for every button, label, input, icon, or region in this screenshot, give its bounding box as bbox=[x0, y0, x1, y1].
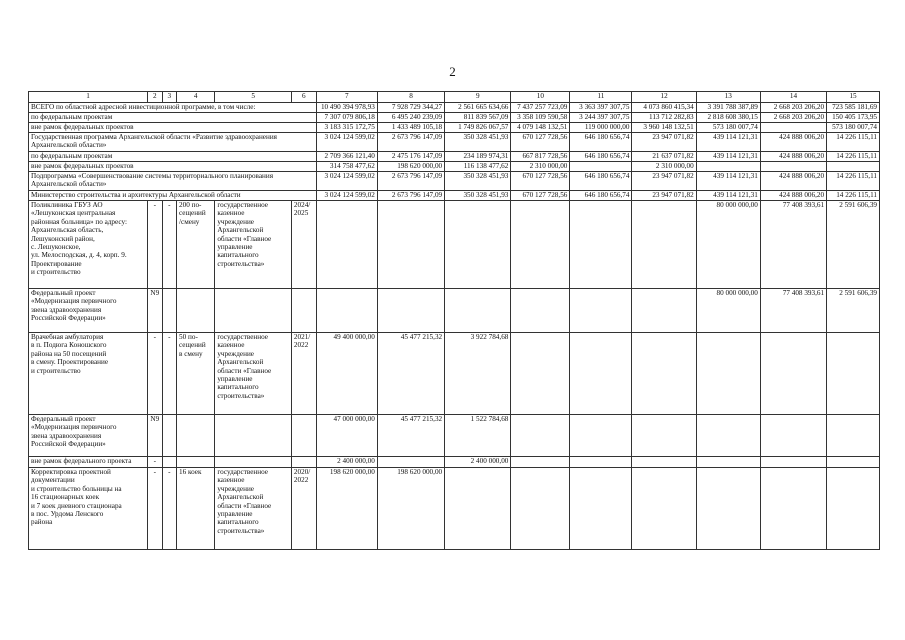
object-c6: 2020/ 2022 bbox=[291, 468, 316, 550]
amount-cell: 2 475 176 147,09 bbox=[377, 152, 444, 162]
amount-cell: 439 114 121,31 bbox=[696, 152, 760, 162]
row-label: по федеральным проектам bbox=[29, 113, 317, 123]
amount-cell: 1 433 489 105,18 bbox=[377, 123, 444, 133]
amount-cell: 439 114 121,31 bbox=[696, 191, 760, 201]
amount-cell: 3 960 148 132,51 bbox=[632, 123, 696, 133]
amount-cell: 723 585 181,69 bbox=[827, 103, 880, 113]
amount-cell: 7 928 729 344,27 bbox=[377, 103, 444, 113]
object-c2: - bbox=[148, 468, 162, 550]
amount-cell bbox=[696, 415, 760, 457]
object-c5 bbox=[215, 457, 292, 468]
object-c4 bbox=[177, 415, 215, 457]
row-label: Министерство строительства и архитектуры Архангельской области bbox=[29, 191, 317, 201]
amount-cell: 7 307 079 806,18 bbox=[316, 113, 377, 123]
column-number: 11 bbox=[570, 92, 632, 103]
object-c2: N9 bbox=[148, 415, 162, 457]
amount-cell: 3 358 109 590,58 bbox=[511, 113, 570, 123]
amount-cell: 314 758 477,62 bbox=[316, 162, 377, 172]
summary-row bbox=[29, 113, 880, 123]
amount-cell: 2 400 000,00 bbox=[445, 457, 511, 468]
amount-cell bbox=[445, 201, 511, 289]
summary-row bbox=[29, 133, 880, 152]
amount-cell bbox=[316, 289, 377, 333]
object-c3 bbox=[162, 415, 176, 457]
object-c3: - bbox=[162, 201, 176, 289]
column-number: 8 bbox=[377, 92, 444, 103]
column-number: 10 bbox=[511, 92, 570, 103]
amount-cell: 670 127 728,56 bbox=[511, 172, 570, 191]
amount-cell bbox=[511, 333, 570, 415]
column-number: 6 bbox=[291, 92, 316, 103]
row-label: Подпрограмма «Совершенствование системы территориального планирования Архангельской области» bbox=[29, 172, 317, 191]
amount-cell: 7 437 257 723,09 bbox=[511, 103, 570, 113]
object-c1: Корректировка проектной документации и строительство больницы на 16 стационарных коек и 7 коек дневного стационара в пос. Урдома Ленского района bbox=[29, 468, 148, 550]
amount-cell: 45 477 215,32 bbox=[377, 415, 444, 457]
amount-cell: 424 888 006,20 bbox=[760, 133, 826, 152]
amount-cell bbox=[570, 468, 632, 550]
investment-program-table bbox=[28, 91, 880, 550]
amount-cell bbox=[511, 289, 570, 333]
amount-cell: 23 947 071,82 bbox=[632, 133, 696, 152]
amount-cell: 234 189 974,31 bbox=[445, 152, 511, 162]
amount-cell: 14 226 115,11 bbox=[827, 191, 880, 201]
object-row bbox=[29, 333, 880, 415]
amount-cell bbox=[760, 162, 826, 172]
amount-cell: 3 024 124 599,02 bbox=[316, 191, 377, 201]
amount-cell bbox=[570, 415, 632, 457]
summary-row bbox=[29, 103, 880, 113]
column-number: 7 bbox=[316, 92, 377, 103]
amount-cell: 3 024 124 599,02 bbox=[316, 133, 377, 152]
amount-cell bbox=[377, 201, 444, 289]
amount-cell: 10 490 394 978,93 bbox=[316, 103, 377, 113]
amount-cell: 439 114 121,31 bbox=[696, 172, 760, 191]
amount-cell bbox=[632, 201, 696, 289]
object-c3: - bbox=[162, 468, 176, 550]
object-c5 bbox=[215, 289, 292, 333]
amount-cell bbox=[570, 333, 632, 415]
object-c5: государственное казенное учреждение Архангельской области «Главное управление капитального строительства» bbox=[215, 201, 292, 289]
amount-cell: 3 363 397 307,75 bbox=[570, 103, 632, 113]
object-c1: вне рамок федерального проекта bbox=[29, 457, 148, 468]
object-c4: 200 по- сещений /смену bbox=[177, 201, 215, 289]
amount-cell bbox=[760, 415, 826, 457]
amount-cell: 77 408 393,61 bbox=[760, 201, 826, 289]
amount-cell: 670 127 728,56 bbox=[511, 133, 570, 152]
object-c1: Врачебная амбулатория в п. Подюга Коношского района на 50 посещений в смену. Проектирование и строительство bbox=[29, 333, 148, 415]
object-row bbox=[29, 201, 880, 289]
column-number: 1 bbox=[29, 92, 148, 103]
amount-cell: 80 000 000,00 bbox=[696, 289, 760, 333]
column-number: 3 bbox=[162, 92, 176, 103]
object-c6: 2021/ 2022 bbox=[291, 333, 316, 415]
amount-cell bbox=[632, 468, 696, 550]
amount-cell: 14 226 115,11 bbox=[827, 172, 880, 191]
column-number: 4 bbox=[177, 92, 215, 103]
amount-cell: 424 888 006,20 bbox=[760, 191, 826, 201]
amount-cell: 21 637 071,82 bbox=[632, 152, 696, 162]
amount-cell bbox=[632, 457, 696, 468]
amount-cell: 3 024 124 599,02 bbox=[316, 172, 377, 191]
amount-cell bbox=[696, 468, 760, 550]
amount-cell bbox=[570, 201, 632, 289]
amount-cell: 573 180 007,74 bbox=[696, 123, 760, 133]
amount-cell bbox=[377, 457, 444, 468]
amount-cell bbox=[511, 415, 570, 457]
amount-cell: 2 668 203 206,20 bbox=[760, 103, 826, 113]
amount-cell bbox=[570, 162, 632, 172]
amount-cell bbox=[632, 415, 696, 457]
object-c5: государственное казенное учреждение Архангельской области «Главное управление капитального строительства» bbox=[215, 333, 292, 415]
amount-cell: 439 114 121,31 bbox=[696, 133, 760, 152]
amount-cell: 2 400 000,00 bbox=[316, 457, 377, 468]
amount-cell: 350 328 451,93 bbox=[445, 172, 511, 191]
amount-cell bbox=[760, 333, 826, 415]
amount-cell: 3 183 315 172,75 bbox=[316, 123, 377, 133]
object-c2: - bbox=[148, 333, 162, 415]
object-c2: - bbox=[148, 201, 162, 289]
amount-cell: 3 244 397 307,75 bbox=[570, 113, 632, 123]
column-number: 13 bbox=[696, 92, 760, 103]
row-label: вне рамок федеральных проектов bbox=[29, 123, 317, 133]
amount-cell: 150 405 173,95 bbox=[827, 113, 880, 123]
object-c1: Поликлиника ГБУЗ АО «Лешуконская центральная районная больница» по адресу: Архангельская область, Лешуконский район, с. Лешуконское, ул. Мелосподская, д. 4, корп. 9. Проектирование и строительство bbox=[29, 201, 148, 289]
object-row bbox=[29, 289, 880, 333]
amount-cell: 424 888 006,20 bbox=[760, 152, 826, 162]
object-c6 bbox=[291, 289, 316, 333]
object-c5: государственное казенное учреждение Архангельской области «Главное управление капитального строительства» bbox=[215, 468, 292, 550]
column-number: 14 bbox=[760, 92, 826, 103]
object-c3: - bbox=[162, 333, 176, 415]
object-c3 bbox=[162, 289, 176, 333]
amount-cell: 23 947 071,82 bbox=[632, 191, 696, 201]
amount-cell: 116 138 477,62 bbox=[445, 162, 511, 172]
amount-cell: 2 709 366 121,40 bbox=[316, 152, 377, 162]
object-c4: 50 по- сещений в смену bbox=[177, 333, 215, 415]
object-c5 bbox=[215, 415, 292, 457]
amount-cell bbox=[827, 468, 880, 550]
object-c4: 16 коек bbox=[177, 468, 215, 550]
object-c2: N9 bbox=[148, 289, 162, 333]
summary-row bbox=[29, 172, 880, 191]
amount-cell: 2 818 608 380,15 bbox=[696, 113, 760, 123]
amount-cell bbox=[696, 333, 760, 415]
amount-cell bbox=[696, 457, 760, 468]
amount-cell: 47 000 000,00 bbox=[316, 415, 377, 457]
summary-row bbox=[29, 191, 880, 201]
amount-cell: 424 888 006,20 bbox=[760, 172, 826, 191]
amount-cell bbox=[377, 289, 444, 333]
amount-cell: 2 591 606,39 bbox=[827, 201, 880, 289]
amount-cell: 350 328 451,93 bbox=[445, 133, 511, 152]
amount-cell bbox=[445, 468, 511, 550]
amount-cell: 646 180 656,74 bbox=[570, 191, 632, 201]
amount-cell bbox=[760, 123, 826, 133]
header-row bbox=[29, 92, 880, 103]
amount-cell bbox=[570, 457, 632, 468]
row-label: по федеральным проектам bbox=[29, 152, 317, 162]
page-number: 2 bbox=[449, 64, 456, 79]
amount-cell: 646 180 656,74 bbox=[570, 172, 632, 191]
column-number: 12 bbox=[632, 92, 696, 103]
amount-cell: 573 180 007,74 bbox=[827, 123, 880, 133]
amount-cell bbox=[760, 468, 826, 550]
amount-cell bbox=[316, 201, 377, 289]
object-c6 bbox=[291, 415, 316, 457]
summary-row bbox=[29, 162, 880, 172]
amount-cell bbox=[570, 289, 632, 333]
object-c3 bbox=[162, 457, 176, 468]
column-number: 9 bbox=[445, 92, 511, 103]
object-c4 bbox=[177, 457, 215, 468]
amount-cell: 667 817 728,56 bbox=[511, 152, 570, 162]
amount-cell: 14 226 115,11 bbox=[827, 152, 880, 162]
amount-cell: 1 749 826 067,57 bbox=[445, 123, 511, 133]
amount-cell bbox=[827, 162, 880, 172]
amount-cell bbox=[827, 333, 880, 415]
amount-cell bbox=[696, 162, 760, 172]
amount-cell: 14 226 115,11 bbox=[827, 133, 880, 152]
amount-cell: 646 180 656,74 bbox=[570, 152, 632, 162]
object-row bbox=[29, 415, 880, 457]
amount-cell: 49 400 000,00 bbox=[316, 333, 377, 415]
amount-cell: 119 000 000,00 bbox=[570, 123, 632, 133]
column-number: 5 bbox=[215, 92, 292, 103]
column-number: 15 bbox=[827, 92, 880, 103]
amount-cell: 4 079 148 132,51 bbox=[511, 123, 570, 133]
amount-cell: 2 591 606,39 bbox=[827, 289, 880, 333]
column-number: 2 bbox=[148, 92, 162, 103]
amount-cell: 811 839 567,09 bbox=[445, 113, 511, 123]
amount-cell: 198 620 000,00 bbox=[377, 468, 444, 550]
amount-cell bbox=[511, 457, 570, 468]
object-c1: Федеральный проект «Модернизация первичного звена здравоохранения Российской Федерации» bbox=[29, 415, 148, 457]
amount-cell: 198 620 000,00 bbox=[377, 162, 444, 172]
amount-cell bbox=[445, 289, 511, 333]
amount-cell: 2 673 796 147,09 bbox=[377, 133, 444, 152]
amount-cell: 2 668 203 206,20 bbox=[760, 113, 826, 123]
amount-cell bbox=[827, 457, 880, 468]
object-c6: 2024/ 2025 bbox=[291, 201, 316, 289]
object-c1: Федеральный проект «Модернизация первичного звена здравоохранения Российской Федерации» bbox=[29, 289, 148, 333]
amount-cell: 198 620 000,00 bbox=[316, 468, 377, 550]
object-c6 bbox=[291, 457, 316, 468]
amount-cell bbox=[511, 201, 570, 289]
amount-cell: 3 922 784,68 bbox=[445, 333, 511, 415]
amount-cell: 45 477 215,32 bbox=[377, 333, 444, 415]
amount-cell: 3 391 788 387,89 bbox=[696, 103, 760, 113]
row-label: ВСЕГО по областной адресной инвестиционной программе, в том числе: bbox=[29, 103, 317, 113]
amount-cell bbox=[632, 333, 696, 415]
amount-cell: 1 522 784,68 bbox=[445, 415, 511, 457]
object-row bbox=[29, 457, 880, 468]
row-label: вне рамок федеральных проектов bbox=[29, 162, 317, 172]
amount-cell bbox=[632, 289, 696, 333]
amount-cell: 2 673 796 147,09 bbox=[377, 191, 444, 201]
amount-cell: 350 328 451,93 bbox=[445, 191, 511, 201]
amount-cell: 2 561 665 634,66 bbox=[445, 103, 511, 113]
amount-cell bbox=[760, 457, 826, 468]
amount-cell: 23 947 071,82 bbox=[632, 172, 696, 191]
amount-cell: 4 073 860 415,34 bbox=[632, 103, 696, 113]
amount-cell: 2 673 796 147,09 bbox=[377, 172, 444, 191]
object-c2: - bbox=[148, 457, 162, 468]
amount-cell: 2 310 000,00 bbox=[511, 162, 570, 172]
amount-cell: 113 712 282,83 bbox=[632, 113, 696, 123]
amount-cell: 6 495 240 239,09 bbox=[377, 113, 444, 123]
amount-cell: 670 127 728,56 bbox=[511, 191, 570, 201]
amount-cell bbox=[827, 415, 880, 457]
amount-cell: 646 180 656,74 bbox=[570, 133, 632, 152]
amount-cell: 80 000 000,00 bbox=[696, 201, 760, 289]
summary-row bbox=[29, 123, 880, 133]
amount-cell: 77 408 393,61 bbox=[760, 289, 826, 333]
amount-cell: 2 310 000,00 bbox=[632, 162, 696, 172]
summary-row bbox=[29, 152, 880, 162]
object-c4 bbox=[177, 289, 215, 333]
object-row bbox=[29, 468, 880, 550]
amount-cell bbox=[511, 468, 570, 550]
row-label: Государственная программа Архангельской области «Развитие здравоохранения Архангельской области» bbox=[29, 133, 317, 152]
